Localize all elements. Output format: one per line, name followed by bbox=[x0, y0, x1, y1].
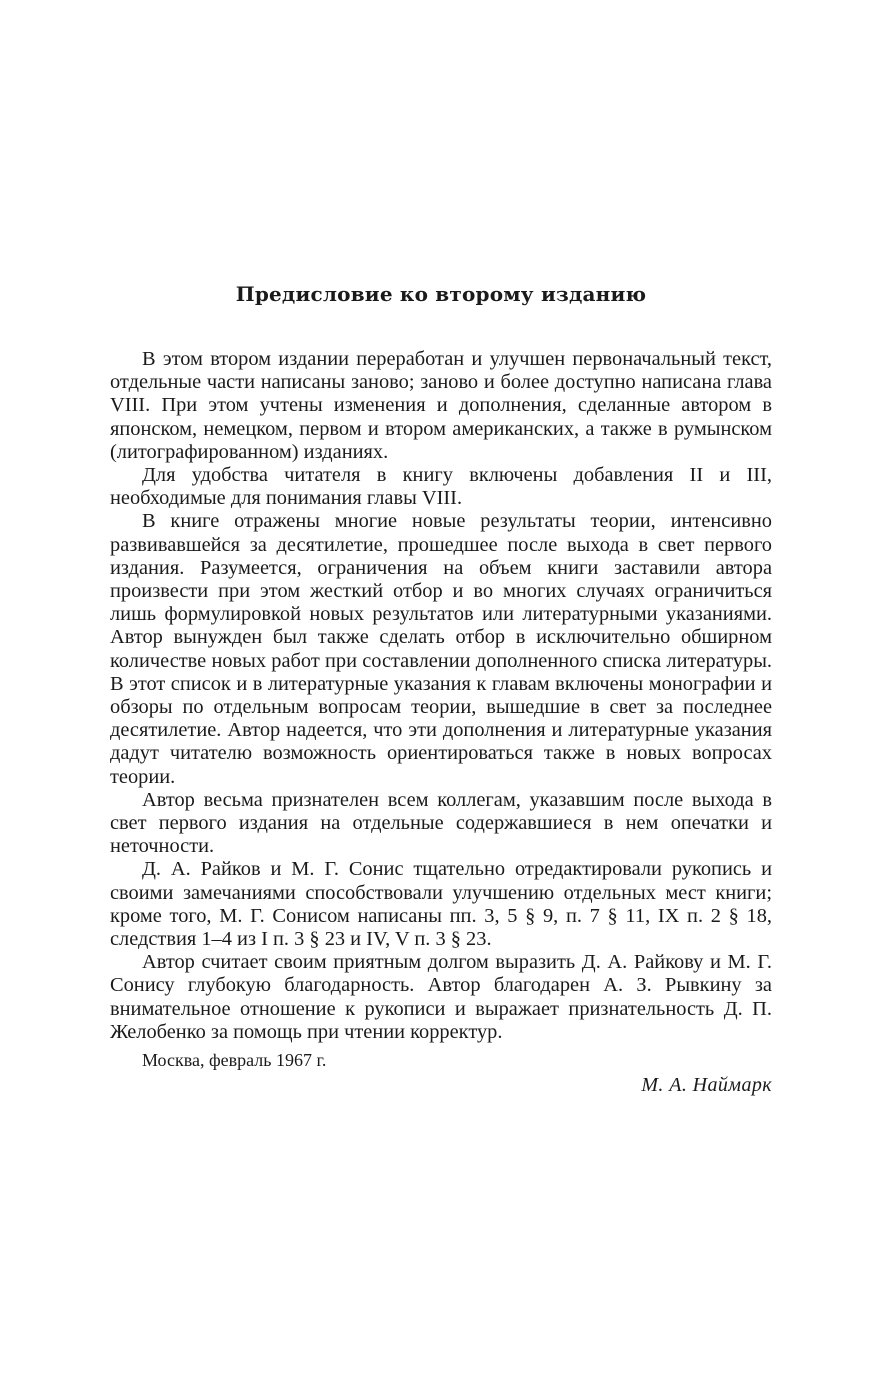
paragraph: В этом втором издании переработан и улучшен первоначальный текст, отдельные части написаны заново; заново и более доступно написана глава VIII. При этом учтены изменения и дополнения, сделанные автором в японском, немецком, первом и втором американских, а также в румынском (литографированном) изданиях. bbox=[110, 348, 772, 463]
place-date: Москва, февраль 1967 г. bbox=[142, 1050, 327, 1070]
paragraph: Для удобства читателя в книгу включены добавления II и III, необходимые для понимания главы VIII. bbox=[110, 464, 772, 510]
page-title: Предисловие ко второму изданию bbox=[235, 282, 647, 306]
preface-body bbox=[110, 348, 772, 1044]
paragraph: Д. А. Райков и М. Г. Сонис тщательно отредактировали рукопись и своими замечаниями способствовали улучшению отдельных мест книги; кроме того, М. Г. Сонисом написаны пп. 3, 5 § 9, п. 7 § 11, IX п. 2 § 18, следствия 1–4 из I п. 3 § 23 и IV, V п. 3 § 23. bbox=[110, 858, 772, 951]
paragraph: В книге отражены многие новые результаты теории, интенсивно развивавшейся за десятилетие, прошедшее после выхода в свет первого издания. Разумеется, ограничения на объем книги заставили автора произвести при этом жесткий отбор и во многих случаях ограничиться лишь формулировкой новых результатов или литературными указаниями. Автор вынужден был также сделать отбор в исключительно обширном количестве новых работ при составлении дополненного списка литературы. В этот список и в литературные указания к главам включены монографии и обзоры по отдельным вопросам теории, вышедшие в свет за последнее десятилетие. Автор надеется, что эти дополнения и литературные указания дадут читателю возможность ориентироваться также в новых вопросах теории. bbox=[110, 510, 772, 788]
paragraph: Автор весьма признателен всем коллегам, указавшим после выхода в свет первого издания на отдельные содержавшиеся в нем опечатки и неточности. bbox=[110, 788, 772, 858]
author-signature: М. А. Наймарк bbox=[641, 1074, 772, 1096]
paragraph: Автор считает своим приятным долгом выразить Д. А. Райкову и М. Г. Сонису глубокую благодарность. Автор благодарен А. З. Рывкину за внимательное отношение к рукописи и выражает признательность Д. П. Желобенко за помощь при чтении корректур. bbox=[110, 951, 772, 1043]
